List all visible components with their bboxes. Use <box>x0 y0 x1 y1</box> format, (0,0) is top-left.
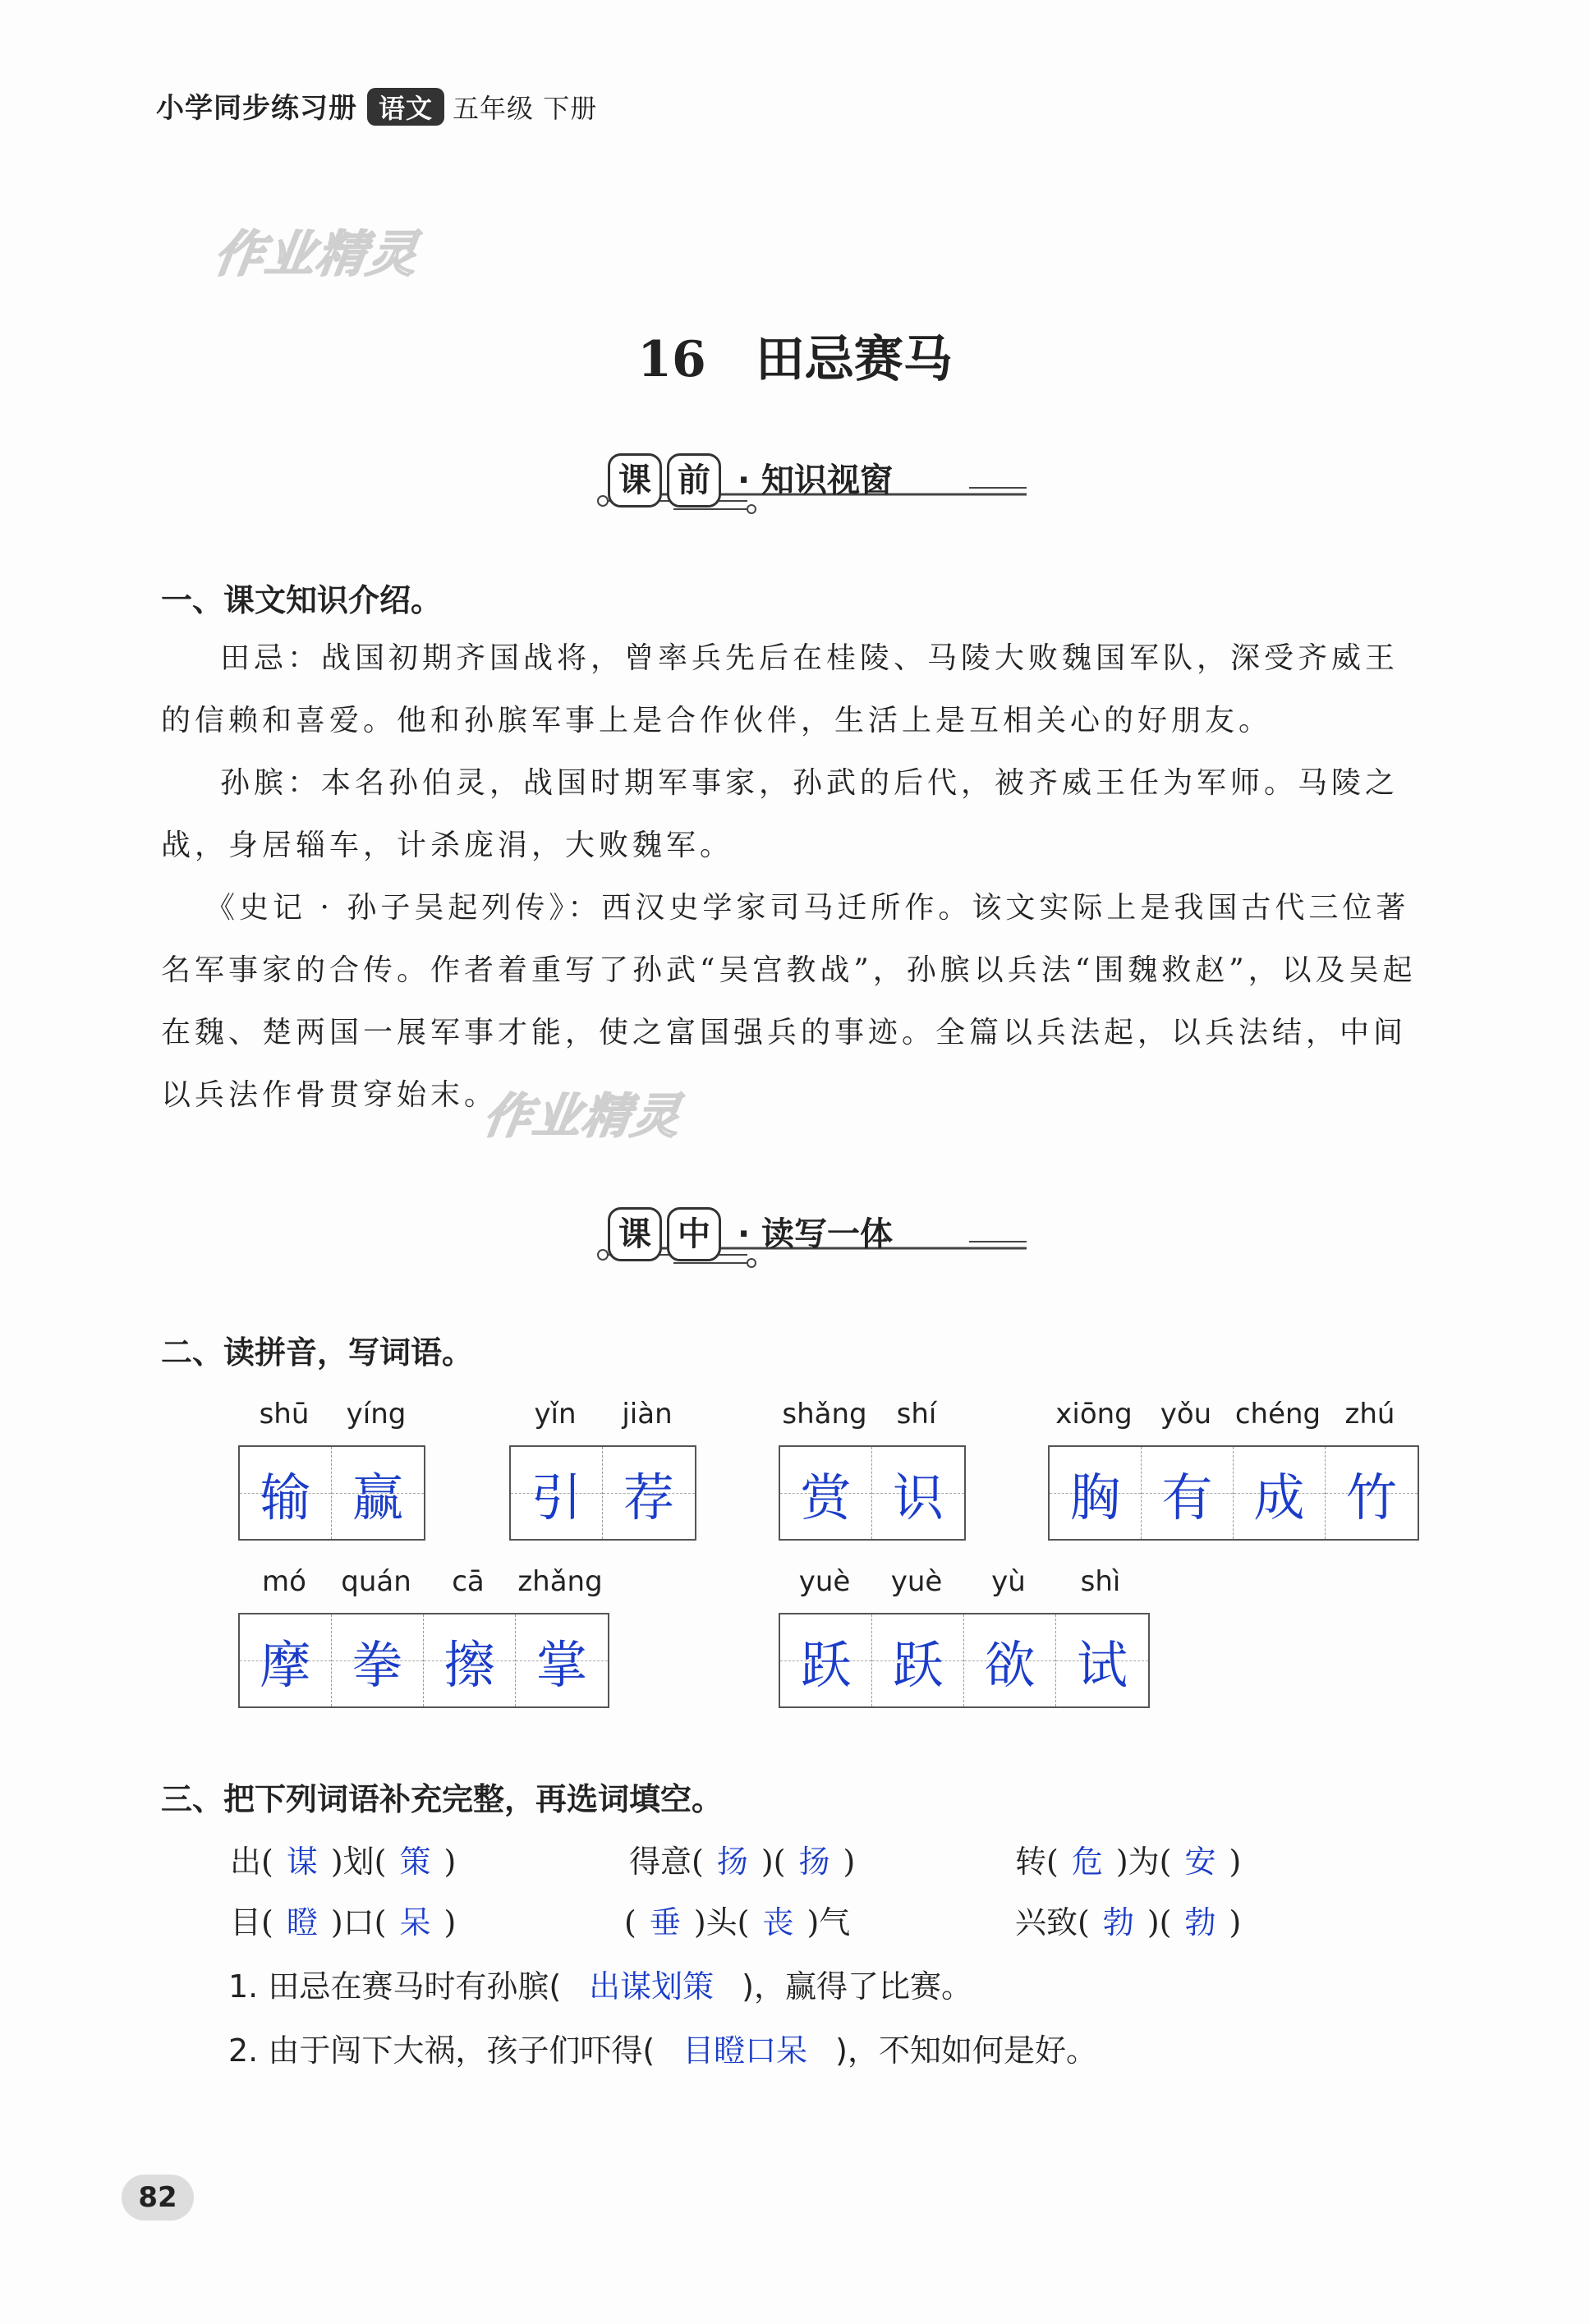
answer-char: 荐 <box>603 1447 695 1539</box>
pinyin: shí <box>896 1398 937 1431</box>
character-grid <box>238 1613 609 1708</box>
answer-char: 有 <box>1142 1447 1234 1539</box>
pinyin: shǎng <box>782 1398 867 1431</box>
idiom-blank-item: ( 垂 )头( 丧 )气 <box>624 1904 851 1940</box>
character-grid <box>509 1445 696 1541</box>
section-banner-pre <box>608 453 1002 527</box>
pinyin: mó <box>262 1565 306 1598</box>
pinyin: xiōng <box>1055 1398 1133 1431</box>
pinyin: yù <box>991 1565 1026 1598</box>
character-grid <box>1048 1445 1419 1541</box>
lesson-title: 16 田忌赛马 <box>637 331 953 388</box>
answer-char: 试 <box>1056 1614 1148 1706</box>
answer-char: 识 <box>872 1447 964 1539</box>
pinyin: shū <box>259 1398 310 1431</box>
section-char: 前 <box>667 453 721 508</box>
page-number: 82 <box>122 2175 194 2221</box>
pinyin: yíng <box>346 1398 407 1431</box>
section-title: · 读写一体 <box>737 1215 894 1253</box>
answer-char: 输 <box>240 1447 332 1539</box>
idiom-blank-item: 得意( 扬 )( 扬 ) <box>629 1844 856 1880</box>
answer-char: 胸 <box>1050 1447 1142 1539</box>
watermark-logo: 作业精灵 <box>210 226 423 283</box>
answer-char: 成 <box>1234 1447 1326 1539</box>
answer-char: 赏 <box>780 1447 872 1539</box>
answer-char: 拳 <box>332 1614 424 1706</box>
answer-char: 引 <box>511 1447 603 1539</box>
pinyin: cā <box>452 1565 485 1598</box>
section-char: 中 <box>667 1207 721 1261</box>
watermark-logo-2: 作业精灵 <box>480 1088 686 1144</box>
answer-char: 赢 <box>332 1447 424 1539</box>
answer-char: 跃 <box>872 1614 964 1706</box>
paragraph-shiji: 《史记 · 孙子吴起列传》：西汉史学家司马迁所作。该文实际上是我国古代三位著名军事家的合传。作者着重写了孙武“吴宫教战”，孙膑以兵法“围魏救赵”，以及吴起在魏、楚两国一展军事才能，使之富国强兵的事迹。全篇以兵法起，以兵法结，中间以兵法作骨贯穿始末。 <box>161 891 1417 1112</box>
idiom-blank-item: 转( 危 )为( 安 ) <box>1015 1844 1242 1880</box>
pinyin: yuè <box>890 1565 943 1598</box>
question-1-heading: 一、课文知识介绍。 <box>161 582 443 618</box>
pinyin: chéng <box>1234 1398 1321 1431</box>
section-char: 课 <box>608 453 662 508</box>
answer-char: 掌 <box>516 1614 608 1706</box>
pinyin: zhú <box>1344 1398 1395 1431</box>
book-header <box>156 85 597 126</box>
section-title: · 知识视窗 <box>737 462 894 499</box>
answer-char: 竹 <box>1326 1447 1418 1539</box>
answer-char: 擦 <box>424 1614 516 1706</box>
character-grid <box>779 1445 966 1541</box>
paragraph-sunbin: 孙膑：本名孙伯灵，战国时期军事家，孙武的后代，被齐威王任为军师。马陵之战，身居辎车，计杀庞涓，大败魏军。 <box>161 766 1399 862</box>
fill-sentence-2: 2. 由于闯下大祸，孩子们吓得( 目瞪口呆 )，不知如何是好。 <box>228 2032 1097 2069</box>
fill-sentence-1: 1. 田忌在赛马时有孙膑( 出谋划策 )，赢得了比赛。 <box>228 1968 972 2005</box>
section-char: 课 <box>608 1207 662 1261</box>
character-grid <box>238 1445 425 1541</box>
pinyin: yǒu <box>1160 1398 1212 1431</box>
answer-char: 跃 <box>780 1614 872 1706</box>
answer-char: 摩 <box>240 1614 332 1706</box>
answer-char: 欲 <box>964 1614 1056 1706</box>
character-grid <box>779 1613 1150 1708</box>
section-banner-mid <box>608 1207 1002 1281</box>
idiom-blank-item: 兴致( 勃 )( 勃 ) <box>1015 1904 1242 1940</box>
pinyin: quán <box>341 1565 411 1598</box>
pinyin: yǐn <box>534 1398 577 1431</box>
book-title: 小学同步练习册 <box>156 92 357 125</box>
idiom-blank-item: 目( 瞪 )口( 呆 ) <box>230 1904 457 1940</box>
pinyin: yuè <box>798 1565 851 1598</box>
grade-label: 五年级 下册 <box>453 93 598 124</box>
subject-badge: 语文 <box>367 88 444 126</box>
pinyin: jiàn <box>622 1398 673 1431</box>
question-3-heading: 三、把下列词语补充完整，再选词填空。 <box>161 1781 724 1817</box>
pinyin: shì <box>1080 1565 1121 1598</box>
paragraph-tianji: 田忌：战国初期齐国战将，曾率兵先后在桂陵、马陵大败魏国军队，深受齐威王的信赖和喜爱。他和孙膑军事上是合作伙伴，生活上是互相关心的好朋友。 <box>161 641 1399 737</box>
question-2-heading: 二、读拼音，写词语。 <box>161 1334 474 1371</box>
idiom-blank-item: 出( 谋 )划( 策 ) <box>230 1844 457 1880</box>
pinyin: zhǎng <box>517 1565 603 1598</box>
